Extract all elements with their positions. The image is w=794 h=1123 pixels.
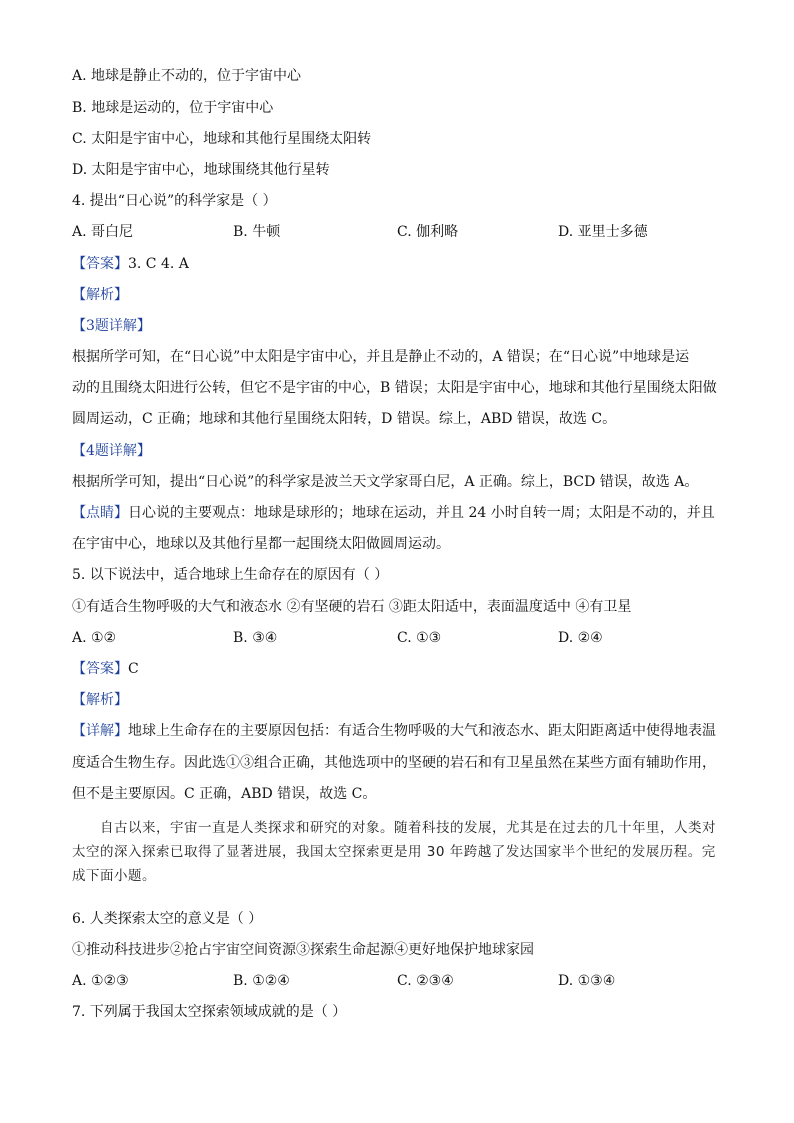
answer-text: 3. C 4. A	[128, 256, 189, 272]
q4-option-c: C. 伽利略	[397, 224, 459, 240]
q3-option-d: D. 太阳是宇宙中心，地球围绕其他行星转	[72, 162, 330, 178]
q5-statements: ①有适合生物呼吸的大气和液态水 ②有坚硬的岩石 ③距太阳适中，表面温度适中 ④有卫星	[72, 599, 632, 615]
detail-5-line-2: 度适合生物生存。因此选①③组合正确，其他选项中的坚硬的岩石和有卫星虽然在某些方面有辅助作用，	[72, 755, 716, 771]
q5-option-b: B. ③④	[233, 630, 278, 646]
detail-3-line-3: 圆周运动，C 正确；地球和其他行星围绕太阳转，D 错误。综上，ABD 错误，故选 C。	[72, 411, 617, 427]
q5-option-a: A. ①②	[72, 630, 117, 646]
analysis-label: 【解析】	[72, 287, 128, 303]
q6-stem: 6. 人类探索太空的意义是（ ）	[72, 911, 263, 927]
q6-option-b: B. ①②④	[233, 973, 290, 989]
detail-5-line-3: 但不是主要原因。C 正确，ABD 错误，故选 C。	[72, 786, 377, 802]
detail-4-text: 根据所学可知，提出“日心说”的科学家是波兰天文学家哥白尼，A 正确。综上，BCD 错误，故选 A。	[72, 474, 699, 490]
q4-options	[72, 222, 722, 242]
detail-5-tag: 【详解】	[72, 723, 128, 739]
comment-line-1	[72, 503, 715, 523]
q3-option-c: C. 太阳是宇宙中心，地球和其他行星围绕太阳转	[72, 131, 372, 147]
detail-4-tag: 【4题详解】	[72, 443, 151, 459]
q7-stem: 7. 下列属于我国太空探索领域成就的是（ ）	[72, 1004, 347, 1020]
detail-5-text-1: 地球上生命存在的主要原因包括：有适合生物呼吸的大气和液态水、距太阳距离适中使得地表温	[128, 723, 716, 739]
comment-text-1: 日心说的主要观点：地球是球形的；地球在运动，并且 24 小时自转一周；太阳是不动的，并且	[128, 505, 715, 521]
q4-stem: 4. 提出“日心说”的科学家是（ ）	[72, 193, 277, 209]
q3-option-b: B. 地球是运动的，位于宇宙中心	[72, 100, 274, 116]
q4-option-a: A. 哥白尼	[72, 224, 134, 240]
q5-option-c: C. ①③	[397, 630, 442, 646]
q5-options	[72, 628, 722, 648]
detail-3-line-2: 动的且围绕太阳进行公转，但它不是宇宙的中心，B 错误；太阳是宇宙中心，地球和其他行星围绕太阳做	[72, 380, 717, 396]
q3-option-a: A. 地球是静止不动的，位于宇宙中心	[72, 68, 302, 84]
q6-option-c: C. ②③④	[397, 973, 454, 989]
q6-statements: ①推动科技进步②抢占宇宙空间资源③探索生命起源④更好地保护地球家园	[72, 942, 534, 958]
q4-option-d: D. 亚里士多德	[558, 224, 648, 240]
analysis-label-2: 【解析】	[72, 692, 128, 708]
detail-3-tag: 【3题详解】	[72, 318, 151, 334]
comment-line-2: 在宇宙中心，地球以及其他行星都一起围绕太阳做圆周运动。	[72, 536, 450, 552]
q5-option-d: D. ②④	[558, 630, 603, 646]
q4-option-b: B. 牛顿	[233, 224, 281, 240]
q6-option-a: A. ①②③	[72, 973, 129, 989]
answer-5-text: C	[128, 661, 139, 677]
q5-stem: 5. 以下说法中，适合地球上生命存在的原因有（ ）	[72, 567, 389, 583]
answer-tag: 【答案】	[72, 256, 128, 272]
detail-3-line-1: 根据所学可知，在“日心说”中太阳是宇宙中心，并且是静止不动的，A 错误；在“日心说”中地球是运	[72, 349, 690, 365]
comment-tag: 【点睛】	[72, 505, 128, 521]
q6-option-d: D. ①③④	[558, 973, 616, 989]
answer-5	[72, 659, 139, 679]
answer-5-tag: 【答案】	[72, 661, 128, 677]
reading-passage: 自古以来，宇宙一直是人类探求和研究的对象。随着科技的发展，尤其是在过去的几十年里，人类对太空的深入探索已取得了显著进展，我国太空探索更是用 30 年跨越了发达国家半个世纪的发展历程。完成下面小题。	[72, 820, 716, 884]
answer-34	[72, 254, 189, 274]
detail-5-line-1	[72, 721, 716, 741]
q6-options	[72, 971, 722, 991]
